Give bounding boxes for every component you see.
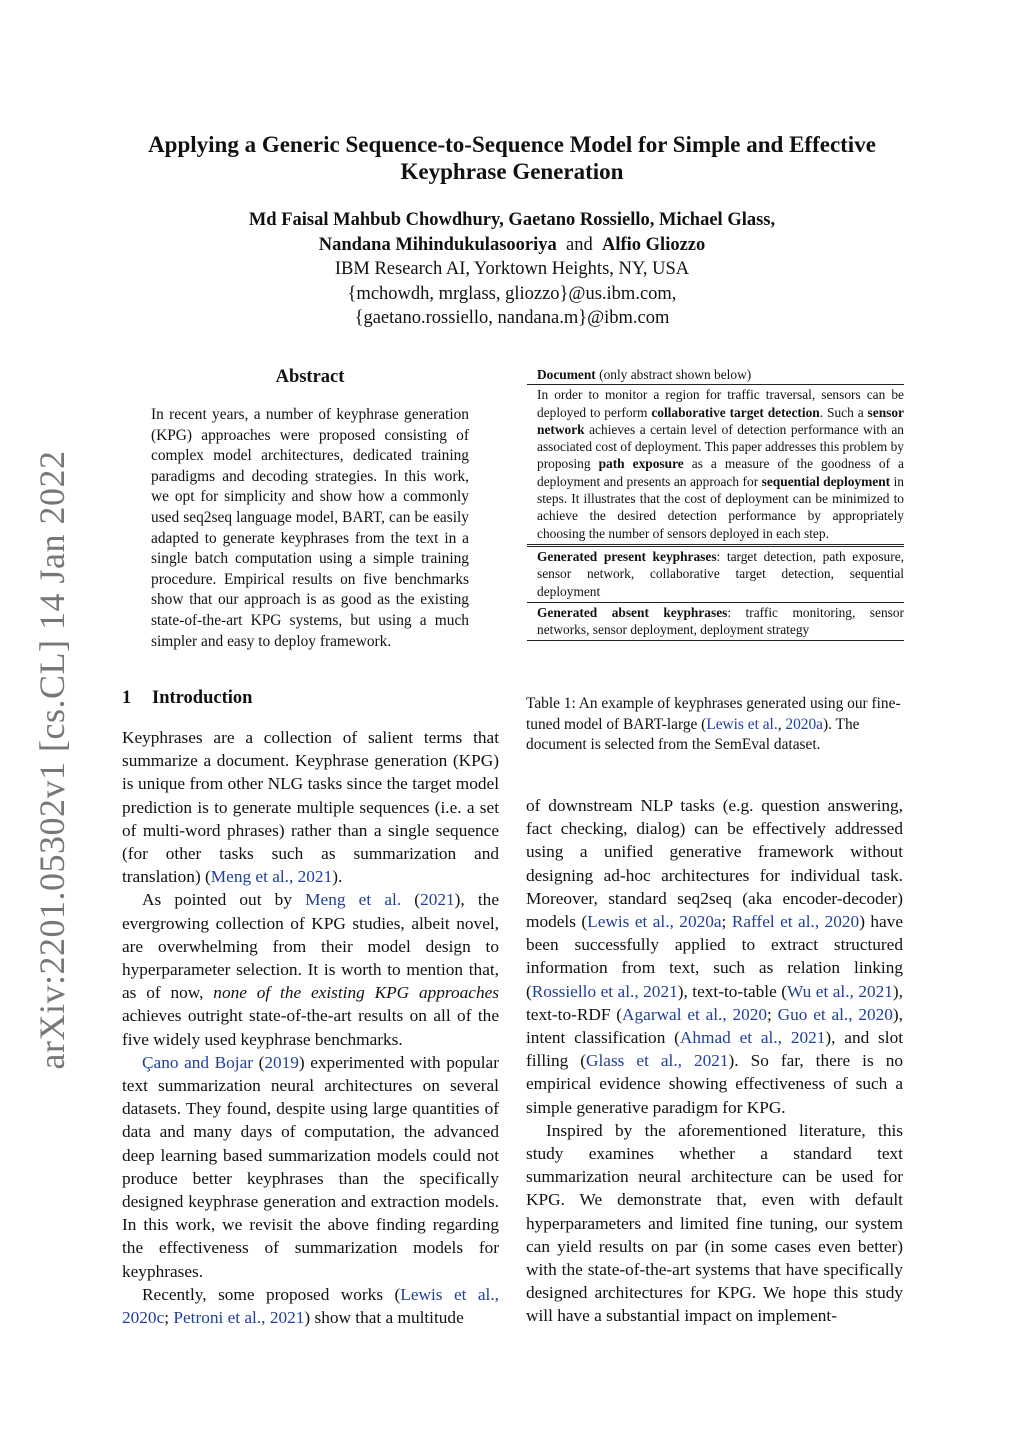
- paragraph-text: (: [401, 890, 421, 910]
- title-line-1: Applying a Generic Sequence-to-Sequence Model for Simple and Effective: [148, 132, 876, 157]
- abstract-heading: Abstract: [275, 367, 345, 387]
- left-column: [122, 726, 499, 1329]
- table-label: Document: [537, 367, 596, 382]
- paragraph-text: ), text-to-RDF (: [526, 981, 903, 1024]
- table-note: (only abstract shown below): [595, 367, 752, 382]
- paragraph-text: ), the evergrowing collection of KPG studies, albeit novel, are overwhelming from their model design to hyperparameter selection. It is worth to mention that, as of now,: [122, 890, 499, 1003]
- table-absent-keyphrases: [527, 602, 904, 642]
- table-text: In order to monitor a region for traffic traversal, sensors can be deployed to perform: [537, 387, 904, 420]
- paragraph-text: ) experimented with popular text summarization neural architectures on several datasets. They found, despite using large quantities of data and many days of computation, the advanced deep learning based summarization models could not produce better keyphrases than the specifically designed keyphrase generation and extraction models. In this work, we revisit the above finding regarding the effectiveness of summarization models for keyphrases.: [122, 1052, 499, 1281]
- authors-line-2: [100, 233, 924, 258]
- paragraph-text: ), intent classification (: [526, 1004, 903, 1048]
- intro-paragraph-6: Inspired by the aforementioned literature, this study examines whether a standard text summarization neural architecture can be used for KPG. We demonstrate that, even with default hyperparameters and limited fine tuning, our system can yield results on par (in some cases even better) with the state-of-the-art systems that have specifically designed architectures for KPG. We hope this study will have a substantial impact on implement-: [526, 1120, 903, 1326]
- author-name: Alfio Gliozzo: [601, 234, 706, 255]
- citation-link[interactable]: Çano and Bojar: [142, 1052, 253, 1072]
- emphasis-text: none of the existing KPG approaches: [213, 983, 499, 1003]
- paragraph-text: ) have been successfully applied to extract structured information from text, such as relation linking (: [526, 912, 904, 1001]
- paragraph-text: Recently, some proposed works (: [142, 1284, 401, 1304]
- author-block: [100, 208, 924, 331]
- table-text: . Such a: [819, 404, 868, 420]
- citation-link[interactable]: Raffel et al., 2020: [731, 912, 860, 932]
- caption-text: ). The document is selected from the SemEval dataset.: [526, 715, 860, 753]
- email-line-2: {gaetano.rossiello, nandana.m}@ibm.com: [354, 308, 670, 328]
- paragraph-text: ).: [332, 867, 343, 887]
- paragraph-text: ;: [767, 1004, 778, 1024]
- table-text: : target detection, path exposure, sensor network, collaborative target detection, sequential deployment: [537, 548, 904, 599]
- citation-link[interactable]: Meng et al.: [305, 890, 402, 910]
- email-line-1: {mchowdh, mrglass, gliozzo}@us.ibm.com,: [347, 283, 677, 304]
- table-label: Generated absent keyphrases: [537, 604, 728, 620]
- paragraph-text: ). So far, there is no empirical evidence showing effectiveness of such a simple generative paradigm for KPG.: [526, 1051, 903, 1117]
- caption-text: ,: [777, 715, 786, 733]
- table-text: : traffic monitoring, sensor networks, sensor deployment, deployment strategy: [537, 604, 904, 638]
- paragraph-text: Keyphrases are a collection of salient terms that summarize a document. Keyphrase generation (KPG) is unique from other NLG tasks since the target model prediction is to generate multiple sequences (i.e. a set of multi-word phrases) rather than a single sequence (for other tasks such as summarization and translation) (: [122, 728, 499, 887]
- intro-paragraph-2: [122, 888, 499, 1050]
- citation-link[interactable]: Lewis et al., 2020c: [122, 1284, 499, 1328]
- citation-link[interactable]: 2020a: [785, 715, 824, 733]
- table-label: Generated present keyphrases: [537, 548, 717, 564]
- paragraph-text: ;: [164, 1308, 174, 1328]
- section-title: Introduction: [152, 688, 253, 708]
- paragraph-text: ) show that a multitude: [304, 1308, 464, 1328]
- paragraph-text: (: [253, 1052, 265, 1072]
- paragraph-text: ), and slot filling (: [526, 1028, 904, 1071]
- title-line-2: Keyphrase Generation: [400, 159, 624, 184]
- table-document-header: [527, 366, 904, 384]
- caption-text: Table 1: An example of keyphrases generated using our fine-tuned model of BART-large (: [526, 695, 901, 733]
- table-text: in steps. It illustrates that the cost of deployment can be minimized to achieve the desired detection performance by appropriately choosing the number of sensors deployed in each step.: [537, 473, 905, 541]
- citation-link[interactable]: 2021: [420, 890, 455, 910]
- abstract-text: In recent years, a number of keyphrase generation (KPG) approaches were proposed consisting of complex model architectures, dedicated training paradigms and decoding strategies. In this work, we opt for simplicity and show how a commonly used seq2seq language model, BART, can be easily adapted to generate keyphrases from the text in a single batch computation using a simple training procedure. Empirical results on five benchmarks show that our approach is as good as the existing state-of-the-art KPG systems, but using a much simpler and easy to deploy framework.: [151, 406, 469, 650]
- table-caption: [526, 694, 906, 756]
- intro-paragraph-5: [526, 794, 903, 1119]
- citation-link[interactable]: Agarwal et al., 2020: [622, 1004, 768, 1024]
- intro-paragraph-3: [122, 1051, 499, 1283]
- affiliation: IBM Research AI, Yorktown Heights, NY, USA: [334, 259, 690, 279]
- table-text: as a measure of the goodness of a deployment and presents an approach for: [537, 456, 904, 489]
- citation-link[interactable]: Petroni et al., 2021: [173, 1308, 305, 1328]
- highlighted-keyphrase: collaborative target detection: [651, 404, 820, 420]
- paragraph-text: achieves outright state-of-the-art results on all of the five widely used keyphrase benchmarks.: [122, 1006, 499, 1049]
- authors-line-1: Md Faisal Mahbub Chowdhury, Gaetano Rossiello, Michael Glass,: [248, 210, 776, 230]
- author-name: Nandana Mihindukulasooriya: [318, 234, 557, 255]
- section-heading-introduction: [122, 688, 252, 709]
- intro-paragraph-4: [122, 1283, 499, 1329]
- table-present-keyphrases: [527, 544, 904, 602]
- citation-link[interactable]: Lewis et al.: [706, 715, 778, 733]
- table-1: [527, 366, 904, 641]
- table-document-text: [527, 384, 904, 544]
- citation-link[interactable]: Lewis et al., 2020a: [587, 912, 722, 932]
- paragraph-text: As pointed out by: [142, 890, 306, 910]
- citation-link[interactable]: Wu et al., 2021: [787, 981, 893, 1001]
- citation-link[interactable]: Ahmad et al., 2021: [679, 1028, 826, 1048]
- citation-link[interactable]: Glass et al., 2021: [586, 1051, 729, 1071]
- arxiv-stamp: arXiv:2201.05302v1 [cs.CL] 14 Jan 2022: [32, 450, 72, 1070]
- citation-link[interactable]: Guo et al., 2020: [777, 1004, 893, 1024]
- paragraph-text: ), text-to-table (: [677, 981, 788, 1001]
- highlighted-keyphrase: sequential deployment: [761, 473, 891, 489]
- authors-and: and: [566, 234, 593, 255]
- intro-paragraph-1: [122, 726, 499, 888]
- right-column: [526, 794, 903, 1328]
- citation-link[interactable]: Meng et al., 2021: [210, 867, 333, 887]
- highlighted-keyphrase: path exposure: [598, 456, 684, 472]
- section-number: 1: [122, 688, 132, 708]
- highlighted-keyphrase: sensor network: [537, 404, 904, 437]
- table-text: achieves a certain level of detection performance with an associated cost of deployment. This paper addresses this problem by proposing: [537, 421, 904, 472]
- citation-link[interactable]: Rossiello et al., 2021: [531, 981, 678, 1001]
- paper-title: [100, 131, 924, 185]
- paragraph-text: ;: [721, 912, 732, 932]
- paragraph-text: of downstream NLP tasks (e.g. question answering, fact checking, dialog) can be effectively addressed using a unified generative framework without designing ad-hoc architectures for individual task. Moreover, standard seq2seq (aka encoder-decoder) models (: [526, 796, 903, 932]
- citation-link[interactable]: 2019: [264, 1052, 299, 1072]
